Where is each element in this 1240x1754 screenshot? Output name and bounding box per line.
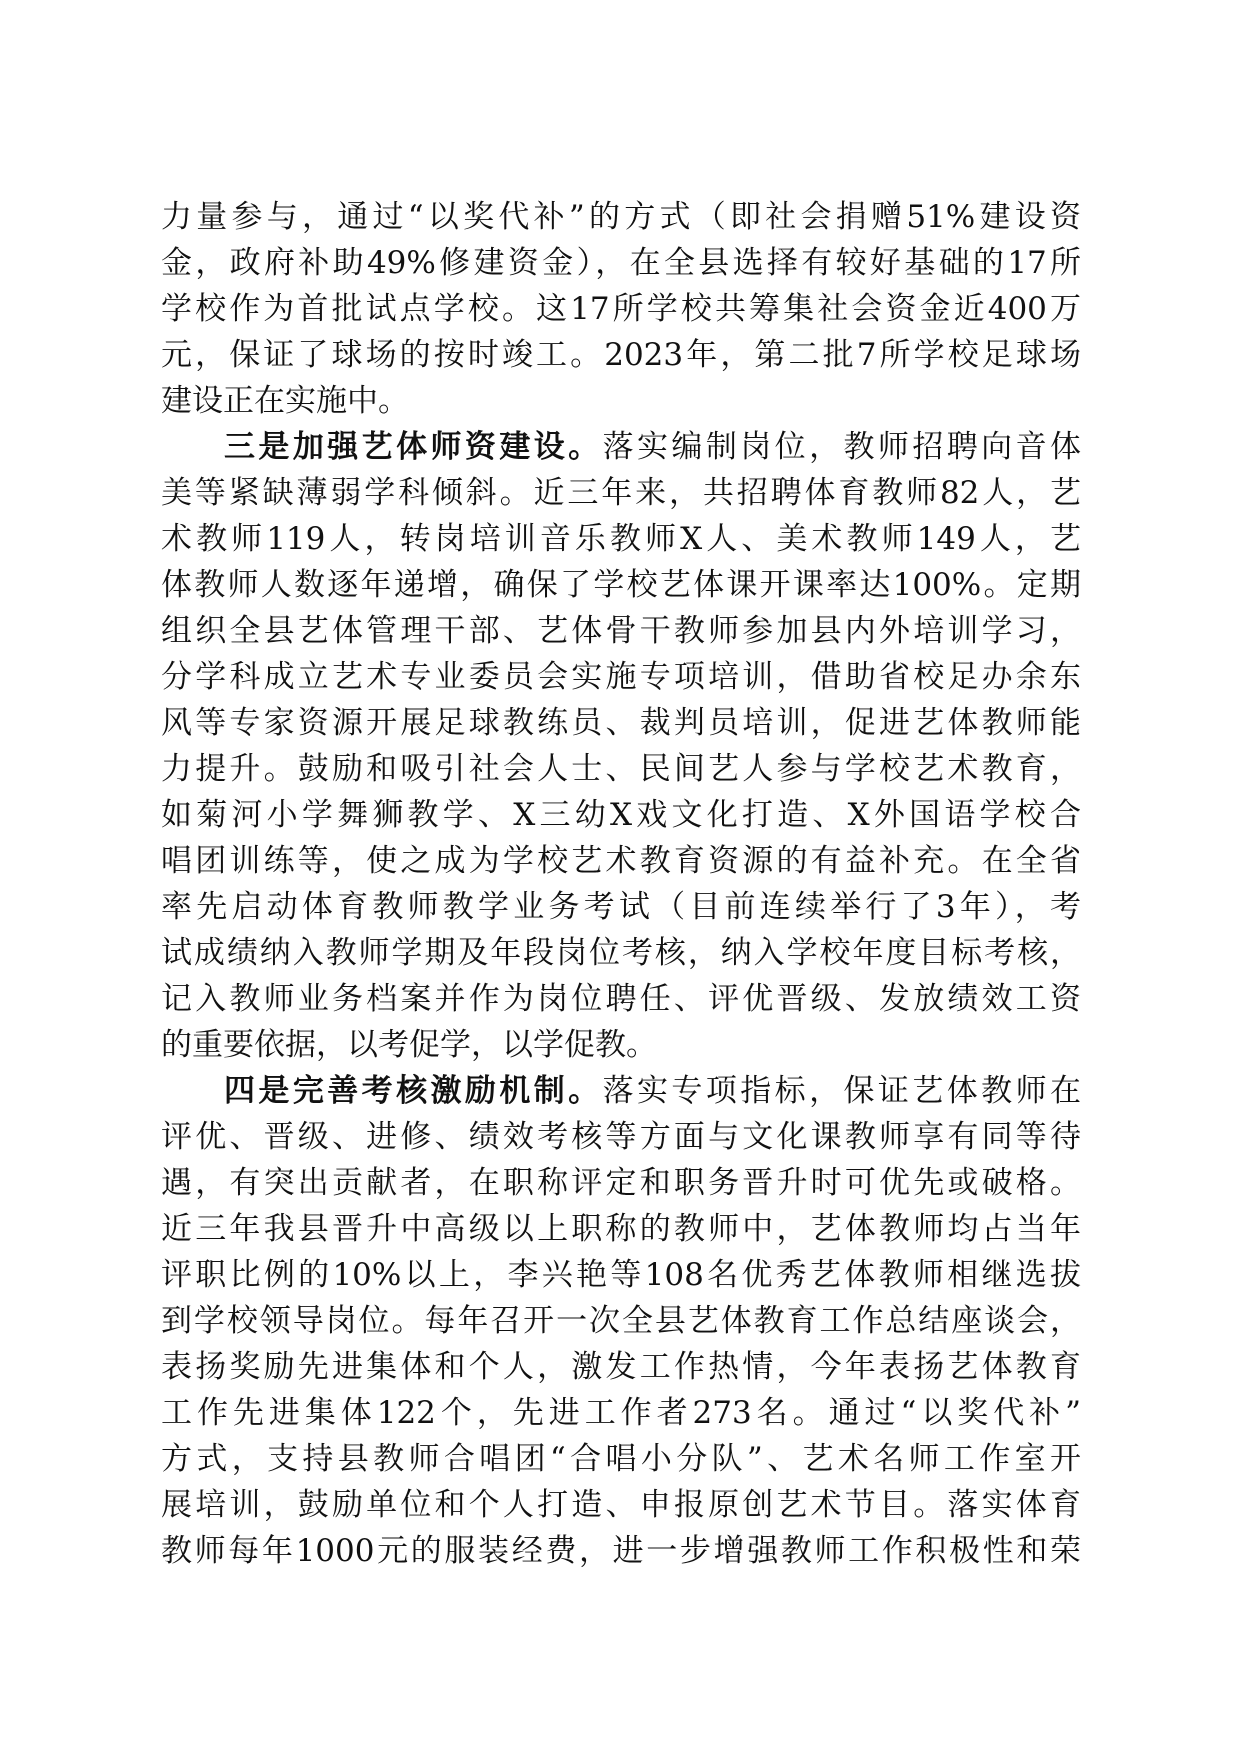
text-line: 到学校领导岗位。每年召开一次全县艺体教育工作总结座谈会，	[161, 1303, 1081, 1339]
section-heading: 三是加强艺体师资建设。	[224, 429, 603, 465]
paragraph-first-line	[224, 1071, 1081, 1111]
text-line: 的重要依据，以考促学，以学促教。	[161, 1027, 657, 1063]
text-line: 率先启动体育教师教学业务考试（目前连续举行了3年），考	[161, 889, 1081, 925]
text-line: 教师每年1000元的服装经费，进一步增强教师工作积极性和荣	[161, 1533, 1081, 1569]
text-line: 评职比例的10%以上，李兴艳等108名优秀艺体教师相继选拔	[161, 1257, 1081, 1293]
text-line: 建设正在实施中。	[161, 383, 409, 419]
text-line: 元，保证了球场的按时竣工。2023年，第二批7所学校足球场	[161, 337, 1081, 373]
text-line: 分学科成立艺术专业委员会实施专项培训，借助省校足办余东	[161, 659, 1081, 695]
paragraph-first-line	[224, 427, 1081, 467]
text-line: 组织全县艺体管理干部、艺体骨干教师参加县内外培训学习，	[161, 613, 1081, 649]
text-line: 表扬奖励先进集体和个人，激发工作热情，今年表扬艺体教育	[161, 1349, 1081, 1385]
text-line: 金，政府补助49%修建资金），在全县选择有较好基础的17所	[161, 245, 1081, 281]
text-line: 工作先进集体122个，先进工作者273名。通过“以奖代补”	[161, 1395, 1081, 1431]
text-line: 方式，支持县教师合唱团“合唱小分队”、艺术名师工作室开	[161, 1441, 1081, 1477]
section-heading: 四是完善考核激励机制。	[224, 1073, 603, 1109]
text-line: 学校作为首批试点学校。这17所学校共筹集社会资金近400万	[161, 291, 1081, 327]
text-line: 美等紧缺薄弱学科倾斜。近三年来，共招聘体育教师82人，艺	[161, 475, 1081, 511]
text-line: 术教师119人，转岗培训音乐教师X人、美术教师149人，艺	[161, 521, 1081, 557]
text-line: 力量参与，通过“以奖代补”的方式（即社会捐赠51%建设资	[161, 199, 1081, 235]
text-run: 落实编制岗位，教师招聘向音体	[602, 429, 1081, 465]
text-line: 近三年我县晋升中高级以上职称的教师中，艺体教师均占当年	[161, 1211, 1081, 1247]
text-line: 唱团训练等，使之成为学校艺术教育资源的有益补充。在全省	[161, 843, 1081, 879]
text-line: 记入教师业务档案并作为岗位聘任、评优晋级、发放绩效工资	[161, 981, 1081, 1017]
text-line: 力提升。鼓励和吸引社会人士、民间艺人参与学校艺术教育，	[161, 751, 1081, 787]
text-line: 如菊河小学舞狮教学、X三幼X戏文化打造、X外国语学校合	[161, 797, 1081, 833]
text-line: 风等专家资源开展足球教练员、裁判员培训，促进艺体教师能	[161, 705, 1081, 741]
text-line: 评优、晋级、进修、绩效考核等方面与文化课教师享有同等待	[161, 1119, 1081, 1155]
text-run: 落实专项指标，保证艺体教师在	[602, 1073, 1081, 1109]
text-line: 体教师人数逐年递增，确保了学校艺体课开课率达100%。定期	[161, 567, 1081, 603]
text-line: 遇，有突出贡献者，在职称评定和职务晋升时可优先或破格。	[161, 1165, 1081, 1201]
text-line: 展培训，鼓励单位和个人打造、申报原创艺术节目。落实体育	[161, 1487, 1081, 1523]
text-line: 试成绩纳入教师学期及年段岗位考核，纳入学校年度目标考核，	[161, 935, 1081, 971]
